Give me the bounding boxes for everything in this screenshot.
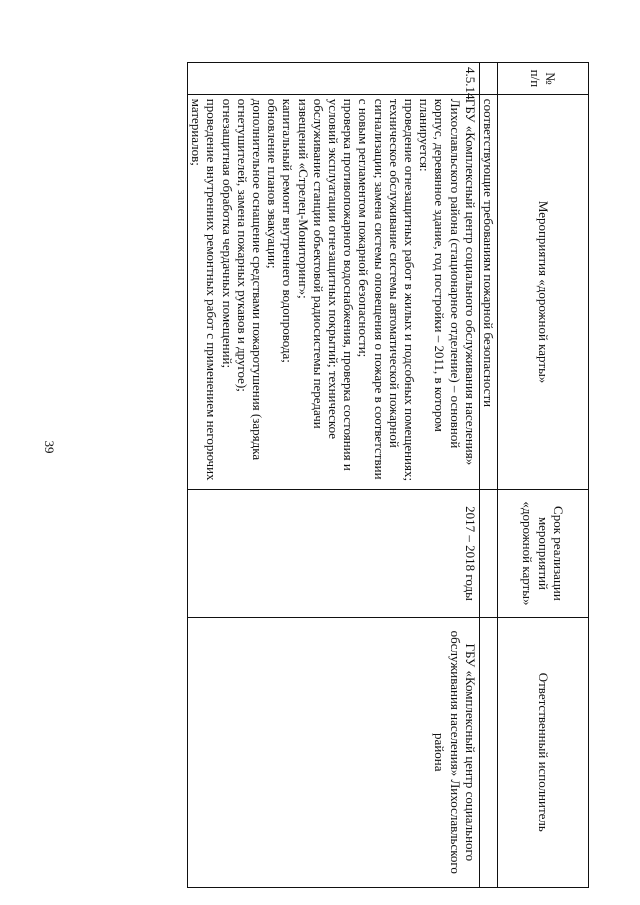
- activity-item: дополнительное оснащение средствами пожаротушения (зарядка огнетушителей, замена пожарных рукавов и другое);: [234, 98, 265, 461]
- cell-executor: ГБУ «Комплексный центр социального обслуживания населения» Лихославльского района: [187, 617, 479, 887]
- activity-item: проведение огнезащитных работ в жилых и подсобных помещениях;: [401, 98, 417, 482]
- roadmap-table: [187, 62, 589, 888]
- cell-num: [479, 63, 497, 95]
- cell-executor: [479, 617, 497, 887]
- cell-num: 4.5.14: [187, 63, 479, 95]
- table-row-4-5-14: [187, 63, 479, 888]
- activity-item: огнезащитная обработка чердачных помещений;: [219, 98, 235, 369]
- header-activities: Мероприятия «дорожной карты»: [498, 94, 589, 490]
- activity-item: проведение внутренних ремонтных работ с применением негорючих материалов;: [189, 98, 220, 481]
- activity-item: техническое обслуживание системы автоматической пожарной сигнализации; замена системы оповещения о пожаре в соответствии с новым регламентом пожарной безопасности;: [356, 98, 402, 480]
- page-number: 39: [42, 440, 57, 454]
- activity-item: проверка противопожарного водоснабжения, проверка состояния и условий эксплуатации огнезащитных покрытий; техническое обслуживание станции объектовой радиосистемы передачи извещений «Стрелец-Мониторинг»;: [295, 98, 357, 471]
- header-num: № п/п: [498, 63, 589, 95]
- activity-item: капитальный ремонт внутреннего водопровода;: [280, 98, 296, 363]
- cell-term: 2017 – 2018 годы: [187, 490, 479, 617]
- header-term: Срок реализации мероприятий «дорожной карты»: [498, 490, 589, 617]
- rotated-page-content: [90, 62, 589, 888]
- cell-activities: [187, 94, 479, 490]
- table-header-row: [498, 63, 589, 888]
- cell-term: [479, 490, 497, 617]
- header-executor: Ответственный исполнитель: [498, 617, 589, 887]
- cell-activities: соответствующие требованиям пожарной безопасности: [479, 94, 497, 490]
- activity-item: ГБУ «Комплексный центр социального обслуживания населения» Лихославльского района (стационарное отделение) – основной корпус, деревянное здание, год постройки – 2011, в котором планируется:: [417, 98, 478, 466]
- activity-item: обновление планов эвакуации;: [265, 98, 281, 269]
- table-row-continuation: [479, 63, 497, 888]
